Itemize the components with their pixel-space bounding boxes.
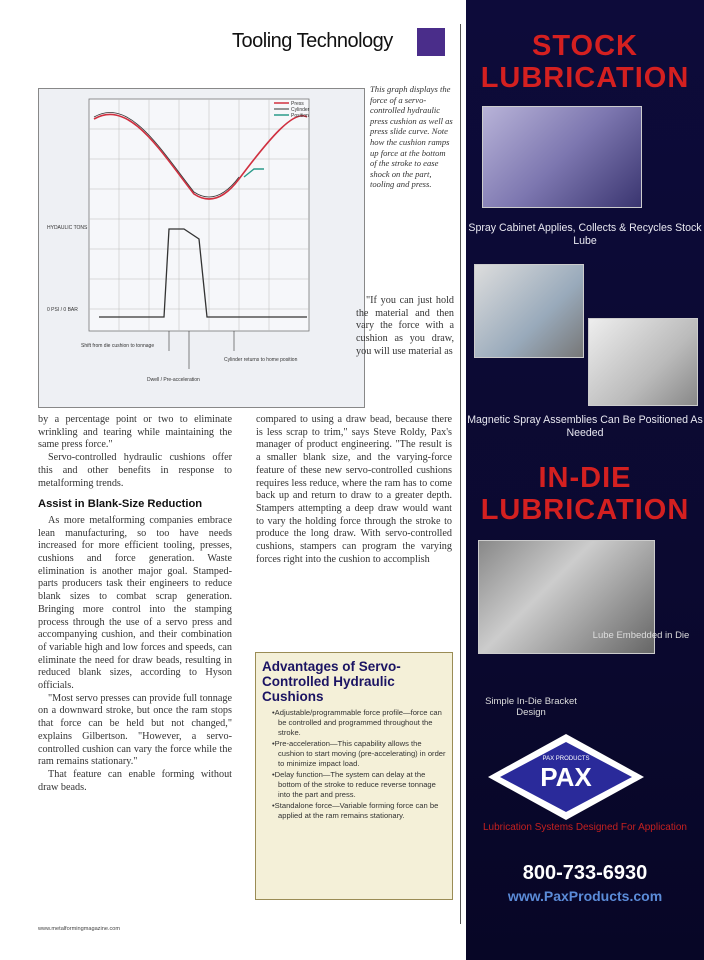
- pax-advertisement: [466, 0, 704, 960]
- y-label-top: HYDAULIC TONS: [47, 225, 88, 231]
- ad-headline-stock: STOCK LUBRICATION: [480, 30, 690, 94]
- footer-url: www.metalformingmagazine.com: [38, 926, 121, 932]
- force-graph: [38, 88, 365, 408]
- ad-label-bracket: Simple In-Die Bracket Design: [485, 696, 577, 718]
- figure-caption: This graph displays the force of a servo-controlled hydraulic press cushion as well as press slide curve. Note how the cushion ramps up force at the bottom of the stroke to ease shock on the part, tooling and press.: [370, 84, 453, 190]
- list-item: • Adjustable/programmable force profile—force can be controlled and programmed throughout the stroke.: [272, 708, 446, 738]
- ad-phone: 800-733-6930: [522, 862, 648, 884]
- column-divider: [460, 24, 461, 924]
- logo-top-text: PAX PRODUCTS: [542, 756, 590, 762]
- left-column: [38, 414, 232, 794]
- list-item: • Delay function—The system can delay at the bottom of the stroke to reduce reverse tonnage into the part and press.: [272, 770, 446, 800]
- right-column-top: [356, 295, 454, 359]
- list-item: • Pre-acceleration—This capability allows the cushion to start moving (pre-accelerating) in order to minimize impact load.: [272, 739, 446, 769]
- subheading: Assist in Blank-Size Reduction: [38, 498, 203, 511]
- annotation-1: Shift from die cushion to tonnage: [81, 343, 155, 349]
- legend-press: Press: [291, 101, 304, 107]
- ad-tagline: Lubrication Systems Designed For Application: [483, 822, 687, 833]
- annotation-2: Dwell / Pre-acceleration: [147, 377, 200, 383]
- legend-cylinder: Cylinder: [291, 107, 310, 113]
- ad-caption-cabinet: Spray Cabinet Applies, Collects & Recycles Stock Lube: [468, 222, 702, 247]
- sidebar-title: Advantages of Servo-Controlled Hydraulic Cushions: [262, 659, 401, 704]
- ad-headline-indie: IN-DIE LUBRICATION: [480, 462, 690, 526]
- list-item: • Standalone force—Variable forming force can be applied at the ram remains stationary.: [272, 801, 446, 821]
- paragraph: by a percentage point or two to eliminate wrinkling and tearing while maintaining the same press force.": [38, 414, 232, 451]
- annotation-3: Cylinder returns to home position: [224, 357, 298, 363]
- logo-text: PAX: [540, 762, 592, 792]
- ad-caption-magnetic: Magnetic Spray Assemblies Can Be Positioned As Needed: [467, 414, 703, 439]
- magnetic-spray-photo-2: [588, 318, 698, 406]
- right-column-body: [256, 414, 452, 566]
- paragraph: Servo-controlled hydraulic cushions offer this and other benefits in response to metalforming trends.: [38, 452, 232, 489]
- spray-cabinet-photo: [482, 106, 642, 208]
- advantages-sidebar: [255, 652, 453, 900]
- paragraph: "Most servo presses can provide full tonnage on a downward stroke, but once the ram stops that force can be held but not changed," explains Gilbertson. "However, a servo-controlled cushion can vary the force while the ram remains stationary.": [38, 692, 232, 768]
- header-accent-square: [417, 28, 445, 56]
- pax-logo: [486, 732, 646, 822]
- paragraph: As more metalforming companies embrace lean manufacturing, so too have needs increased for more efficient tooling, presses, cushions and force generation. Waste elimination is another major goal. Stamped-parts producers task their engineers to reduce blank sizes to combat scrap generation. Bringing more control into the stamping process through the use of a servo press and accompanying cushion, and their combination of variable high and low forces and speeds, can eliminate the need for draw beads, resulting in reduced blank sizes, according to Hyson officials.: [38, 514, 232, 692]
- ad-url[interactable]: www.PaxProducts.com: [507, 888, 663, 904]
- section-header: Tooling Technology: [232, 30, 393, 52]
- paragraph: "If you can just hold the material and then vary the force with a cushion as you draw, you will use material as: [356, 295, 454, 357]
- magnetic-spray-photo-1: [474, 264, 584, 358]
- legend-position: Position: [291, 113, 309, 119]
- ad-label-lube: Lube Embedded in Die: [592, 630, 690, 641]
- paragraph: compared to using a draw bead, because there is less scrap to trim," says Steve Roldy, Pax's manager of product engineering. "The result is a smaller blank size, and the varying-force feature of these new servo-controlled cushions requires less reduce, where the ram has to come back up and return to draw to a greater depth. Stampers attempting a deep draw would want to vary the holding force through the stroke to produce the long draw. With servo-controlled cushions, stampers can program the varying forces right into the cushion to accomplish: [256, 414, 452, 565]
- advantages-list: [264, 708, 446, 821]
- y-label-bottom: 0 PSI / 0 BAR: [47, 307, 78, 313]
- paragraph: That feature can enable forming without draw beads.: [38, 768, 232, 793]
